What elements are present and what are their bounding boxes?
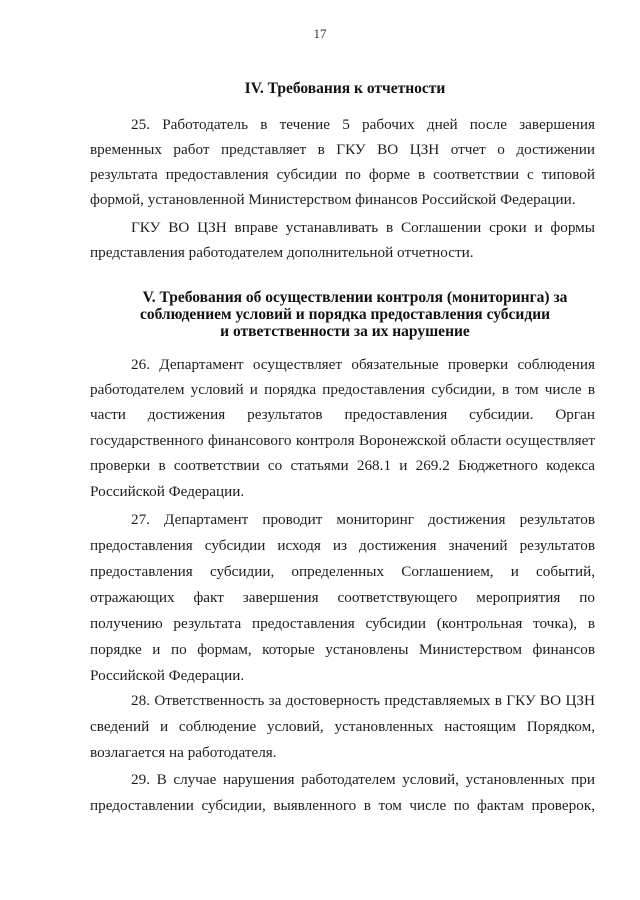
paragraph-25-line-3: результата предоставления субсидии по форме в соответствии с типовой bbox=[90, 166, 595, 183]
paragraph-26-line-4: государственного финансового контроля Воронежской области осуществляет bbox=[90, 432, 595, 449]
paragraph-27-line-5: получению результата предоставления субсидии (контрольная точка), в bbox=[90, 615, 595, 632]
paragraph-25-line-1: 25. Работодатель в течение 5 рабочих дней после завершения bbox=[131, 116, 595, 133]
paragraph-25-line-4: формой, установленной Министерством финансов Российской Федерации. bbox=[90, 191, 576, 208]
section-v-title-line-3: и ответственности за их нарушение bbox=[220, 323, 470, 340]
paragraph-28-line-3: возлагается на работодателя. bbox=[90, 744, 277, 761]
page-number: 17 bbox=[313, 26, 327, 41]
paragraph-27-line-6: порядке и по формам, которые установлены Министерством финансов bbox=[90, 641, 595, 658]
section-iv-title: IV. Требования к отчетности bbox=[244, 80, 446, 97]
paragraph-27-line-4: отражающих факт завершения соответствующего мероприятия по bbox=[90, 589, 595, 606]
paragraph-gku-line-2: представления работодателем дополнительной отчетности. bbox=[90, 244, 474, 261]
paragraph-28-line-2: сведений и соблюдение условий, установленных настоящим Порядком, bbox=[90, 718, 595, 735]
paragraph-26-line-2: работодателем условий и порядка предоставления субсидии, в том числе в bbox=[90, 381, 595, 398]
paragraph-26-line-6: Российской Федерации. bbox=[90, 483, 245, 500]
section-v-title-line-1: V. Требования об осуществлении контроля (мониторинга) за bbox=[142, 289, 568, 306]
paragraph-27-line-2: предоставления субсидии исходя из достижения значений результатов bbox=[90, 537, 595, 554]
paragraph-26-line-5: проверки в соответствии со статьями 268.1 и 269.2 Бюджетного кодекса bbox=[90, 457, 595, 474]
paragraph-27-line-3: предоставления субсидии, определенных Соглашением, и событий, bbox=[90, 563, 595, 580]
paragraph-25-line-2: временных работ представляет в ГКУ ВО ЦЗН отчет о достижении bbox=[90, 141, 595, 158]
paragraph-27-line-1: 27. Департамент проводит мониторинг достижения результатов bbox=[131, 511, 595, 528]
paragraph-27-line-7: Российской Федерации. bbox=[90, 667, 245, 684]
paragraph-28-line-1: 28. Ответственность за достоверность представляемых в ГКУ ВО ЦЗН bbox=[131, 692, 595, 709]
section-v-title-line-2: соблюдением условий и порядка предоставления субсидии bbox=[139, 306, 551, 323]
paragraph-gku-line-1: ГКУ ВО ЦЗН вправе устанавливать в Соглашении сроки и формы bbox=[131, 219, 595, 236]
paragraph-26-line-1: 26. Департамент осуществляет обязательные проверки соблюдения bbox=[131, 356, 595, 373]
paragraph-29-line-2: предоставлении субсидии, выявленного в том числе по фактам проверок, bbox=[90, 797, 595, 814]
paragraph-29-line-1: 29. В случае нарушения работодателем условий, установленных при bbox=[131, 771, 595, 788]
paragraph-26-line-3: части достижения результатов предоставления субсидии. Орган bbox=[90, 406, 595, 423]
